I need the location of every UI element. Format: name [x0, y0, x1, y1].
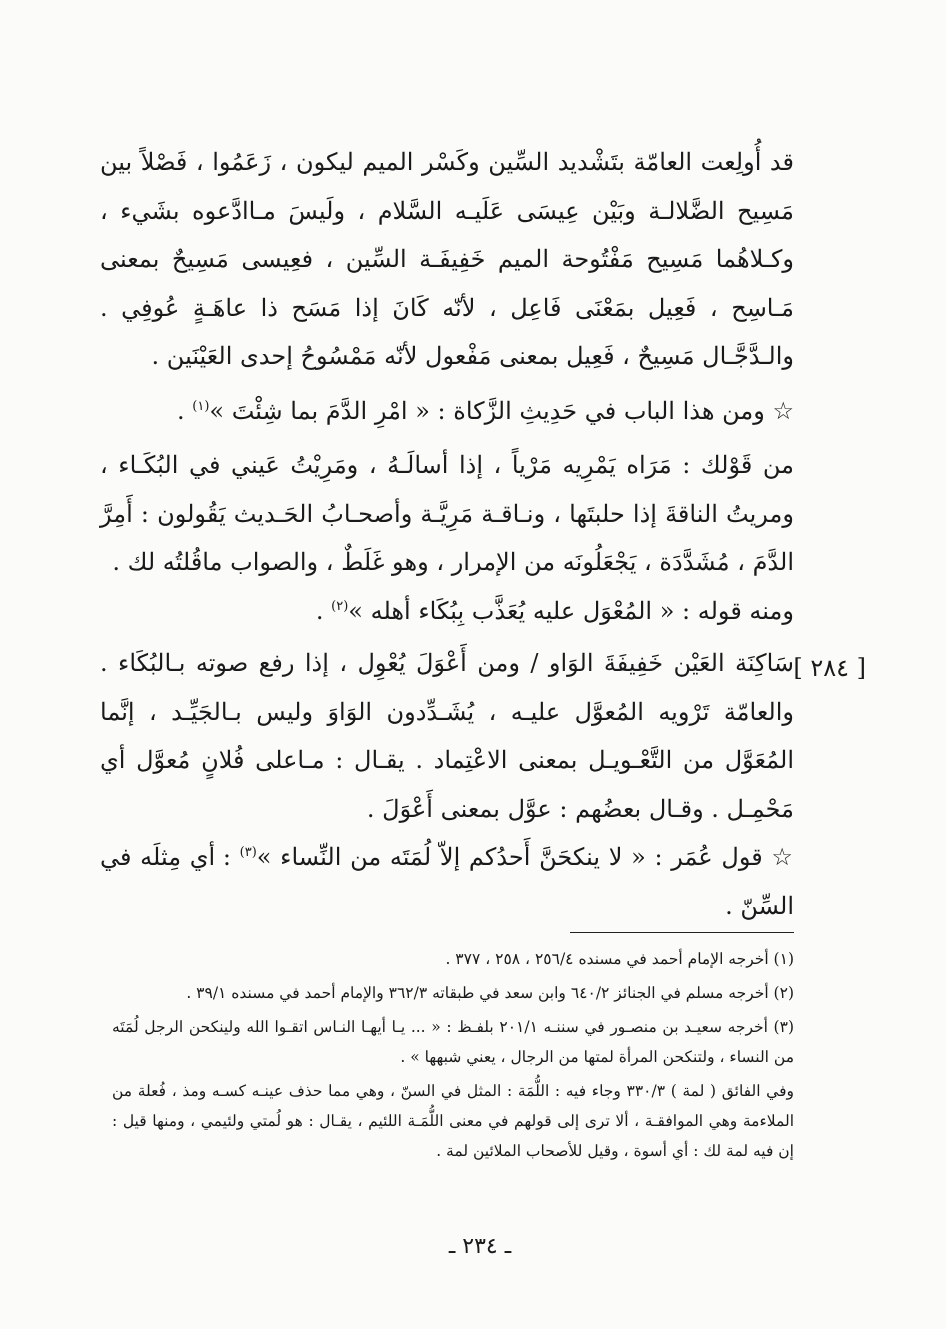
paragraph-text: ☆ ومن هذا الباب في حَدِيثِ الزَّكاة : « امْرِ الدَّمَ بما شِئْتَ »	[209, 396, 794, 425]
footnote-divider	[570, 932, 794, 933]
paragraph-zakat-hadith	[100, 387, 794, 436]
margin-page-reference: [ ٢٨٤ ]	[793, 654, 866, 682]
paragraph-text: السِّنّ .	[725, 891, 794, 920]
paragraph-text: ومنه قوله : « المُعْوَل عليه يُعَذَّب بِبُكَاء أهله »	[348, 596, 794, 625]
page-number: ـ ٢٣٤ ـ	[448, 1234, 512, 1259]
footnote-ref: (٢)	[331, 598, 349, 614]
paragraph-marah	[100, 441, 794, 587]
footnote-ref: (١)	[192, 398, 210, 414]
paragraph-awwala	[100, 639, 794, 833]
paragraph-muawwal-hadith	[100, 587, 794, 636]
paragraph-tail: .	[176, 396, 185, 425]
footnote-3: (٣) أخرجه سعيـد بن منصـور في سننـه ٢٠١/١ بلفـظ : « ... يـا أيهـا النـاس اتقـوا الله ولينكحن الرجل لُمَتَه من النساء ، ولتنكحن المرأة لمتها من الرجال ، يعني شبهها » .	[112, 1018, 794, 1066]
paragraph-tail: : أي مِثلَه في	[100, 843, 231, 871]
paragraph-text: من قَوْلك : مَرَاه يَمْرِيه مَرْياً ، إذا أسالَـهُ ، ومَرِيْتُ عَيني في البُكَـاء ، ومريتُ الناقةَ إذا حلبتَها ، ونـاقـة مَرِيَّـة وأصحـابُ الحَـديث يَقُولون : أَمِرَّ الدَّمَ ، مُشَدَّدَة ، يَجْعَلُونَه من الإمرار ، وهو غَلَطٌ ، والصواب ماقُلتُه لك .	[100, 451, 794, 576]
paragraph-umar-hadith	[100, 833, 794, 930]
paragraph-tail: .	[315, 596, 324, 625]
paragraph-masih	[100, 138, 794, 381]
paragraph-text: سَاكِنَة العَيْن خَفِيفَةَ الوَاو / ومن أَعْوَلَ يُعْوِل ، إذا رفع صوته بـالبُكَاء . والعامّة تَرْويه المُعوَّل عليـه ، يُشَـدِّدون الوَاوَ وليس بـالجَيِّـد ، إنَّما المُعَوَّل من التَّعْـويـل بمعنى الاعْتِماد . يقـال : مـاعلى فُلانٍ مُعوَّل أي مَحْمِـل . وقـال بعضُهم : عوَّل بمعنى أَعْوَلَ .	[100, 649, 794, 823]
main-text	[100, 138, 794, 930]
footnote-ref: (٣)	[239, 845, 257, 860]
paragraph-text: ☆ قول عُمَر : « لا ينكحَنَّ أَحدُكم إلاّ لُمَتَه من النِّساء »	[256, 843, 794, 871]
footnote-1: (١) أخرجه الإمام أحمد في مسنده ٢٥٦/٤ ، ٢٥٨ ، ٣٧٧ .	[445, 950, 794, 968]
footnote-3-continued: وفي الفائق ( لمة ) ٣٣٠/٣ وجاء فيه : اللُّمَة : المثل في السنّ ، وهي مما حذف عينـه كسـه ومذ ، فُعلة من الملاءمة وهي الموافقـة ، ألا ترى إلى قولهم في معنى اللُّمَـة اللئيم ، يقـال : هو لُمتي ولئيمي ، ومنها قيل : إن فيه لمة لك : أي أسوة ، وقيل للأصحاب الملائين لمة .	[112, 1082, 794, 1160]
footnote-2: (٢) أخرجه مسلم في الجنائز ٦٤٠/٢ وابن سعد في طبقاته ٣٦٢/٣ والإمام أحمد في مسنده ٣٩/١ .	[186, 984, 794, 1002]
footnotes	[112, 944, 794, 1166]
paragraph-text: قد أُولِعت العامّة بتَشْديد السِّين وكَسْر الميم ليكون ، زَعَمُوا ، فَصْلاً بين مَسِيح الضَّلالـة وبَيْن عِيسَى عَلَيـه السَّلام ، ولَيسَ مـاادَّعوه بشَيء ، وكـلاهُما مَسِيح مَفْتُوحة الميم خَفِيفَـة السِّين ، فعِيسى مَسِيحٌ بمعنى مَـاسِح ، فَعِيل بمَعْنَى فَاعِل ، لأنّه كَانَ إذا مَسَح ذا عاهَـةٍ عُوفِي . والـدَّجَّـال مَسِيحٌ ، فَعِيل بمعنى مَفْعول لأنّه مَمْسُوحُ إحدى العَيْنَين .	[100, 148, 794, 370]
